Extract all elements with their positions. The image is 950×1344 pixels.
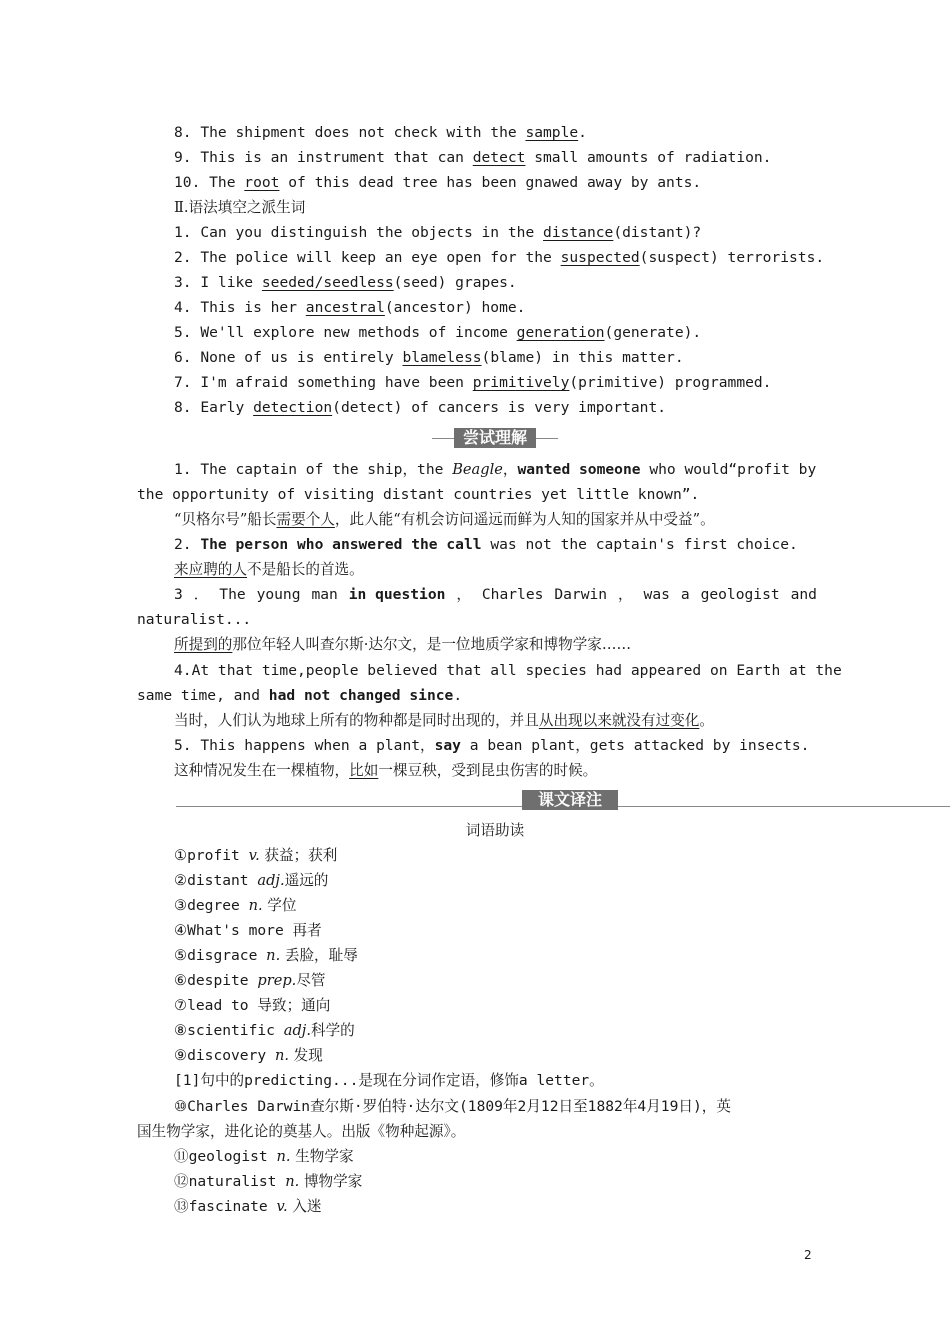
grammar-note: [1]句中的predicting...是现在分词作定语，修饰a letter。 <box>174 1072 604 1089</box>
exercise-item: 8. Early detection(detect) of cancers is very important. <box>174 399 667 416</box>
answer-blank: blameless <box>402 349 482 366</box>
answer-blank: generation <box>516 324 605 341</box>
darwin-note: ⑩Charles Darwin查尔斯·罗伯特·达尔文(1809年2月12日至1882年4月19日)，英 <box>174 1098 731 1115</box>
exercise-item: 6. None of us is entirely blameless(blame) in this matter. <box>174 349 684 366</box>
sentence-4: 4.At that time,people believed that all species had appeared on Earth at the <box>174 662 842 679</box>
exercise-item: 7. I'm afraid something have been primitively(primitive) programmed. <box>174 374 772 391</box>
sentence-4-cont: same time, and had not changed since. <box>137 687 463 704</box>
sentence-5: 5. This happens when a plant，say a bean plant，gets attacked by insects. <box>174 737 810 754</box>
vocab-item: ⑫naturalist n. 博物学家 <box>174 1173 363 1190</box>
vocab-item: ⑧scientific adj.科学的 <box>174 1022 355 1039</box>
sentence-1-cont: the opportunity of visiting distant countries yet little known”. <box>137 486 700 503</box>
section-rule <box>432 438 454 439</box>
vocab-title: 词语助读 <box>465 822 525 839</box>
darwin-note-cont: 国生物学家，进化论的奠基人。出版《物种起源》。 <box>137 1123 466 1140</box>
exercise-item: 4. This is her ancestral(ancestor) home. <box>174 299 526 316</box>
exercise-item: 8. The shipment does not check with the sample. <box>174 124 587 141</box>
translation-2: 来应聘的人不是船长的首选。 <box>174 561 364 578</box>
answer-blank: root <box>244 174 280 191</box>
exercise-item: 2. The police will keep an eye open for the suspected(suspect) terrorists. <box>174 249 825 266</box>
exercise-item: 1. Can you distinguish the objects in the distance(distant)? <box>174 224 702 241</box>
exercise-item: 5. We'll explore new methods of income generation(generate). <box>174 324 702 341</box>
translation-1: “贝格尔号”船长需要个人，此人能“有机会访问遥远而鲜为人知的国家并从中受益”。 <box>174 511 715 528</box>
vocab-item: ⑥despite prep.尽管 <box>174 972 326 989</box>
answer-blank: primitively <box>472 374 570 391</box>
translation-5: 这种情况发生在一棵植物，比如一棵豆秧，受到昆虫伤害的时候。 <box>174 762 598 779</box>
answer-blank: detect <box>472 149 526 166</box>
section-title-translation: 课文译注 <box>522 790 618 810</box>
sentence-3-cont: naturalist... <box>137 611 252 628</box>
vocab-item: ⑨discovery n. 发现 <box>174 1047 323 1064</box>
translation-3: 所提到的那位年轻人叫查尔斯·达尔文，是一位地质学家和博物学家…… <box>174 636 632 653</box>
translation-4: 当时，人们认为地球上所有的物种都是同时出现的，并且从出现以来就没有过变化。 <box>174 712 715 729</box>
section-rule <box>536 438 558 439</box>
answer-blank: distance <box>543 224 614 241</box>
answer-blank: ancestral <box>305 299 385 316</box>
exercise-item: 10. The root of this dead tree has been gnawed away by ants. <box>174 174 702 191</box>
sentence-1: 1. The captain of the ship，the Beagle，wanted someone who would“profit by <box>174 461 817 478</box>
vocab-item: ⑬fascinate v. 入迷 <box>174 1198 322 1215</box>
exercise-heading: Ⅱ.语法填空之派生词 <box>174 199 306 216</box>
vocab-item: ⑪geologist n. 生物学家 <box>174 1148 354 1165</box>
sentence-2: 2. The person who answered the call was not the captain's first choice. <box>174 536 798 553</box>
vocab-item: ④What's more 再者 <box>174 922 322 939</box>
vocab-item: ⑦lead to 导致；通向 <box>174 997 331 1014</box>
answer-blank: suspected <box>560 249 640 266</box>
answer-blank: seeded/seedless <box>261 274 394 291</box>
section-title-understanding: 尝试理解 <box>454 428 536 448</box>
sentence-3: 3 ． The young man in question ， Charles Darwin ， was a geologist and <box>174 586 817 603</box>
answer-blank: sample <box>525 124 579 141</box>
vocab-item: ②distant adj.遥远的 <box>174 872 329 889</box>
answer-blank: detection <box>253 399 333 416</box>
vocab-item: ⑤disgrace n. 丢脸，耻辱 <box>174 947 358 964</box>
page-number: 2 <box>804 1248 812 1262</box>
exercise-item: 3. I like seeded/seedless(seed) grapes. <box>174 274 517 291</box>
vocab-item: ①profit v. 获益；获利 <box>174 847 338 864</box>
vocab-item: ③degree n. 学位 <box>174 897 297 914</box>
exercise-item: 9. This is an instrument that can detect small amounts of radiation. <box>174 149 772 166</box>
